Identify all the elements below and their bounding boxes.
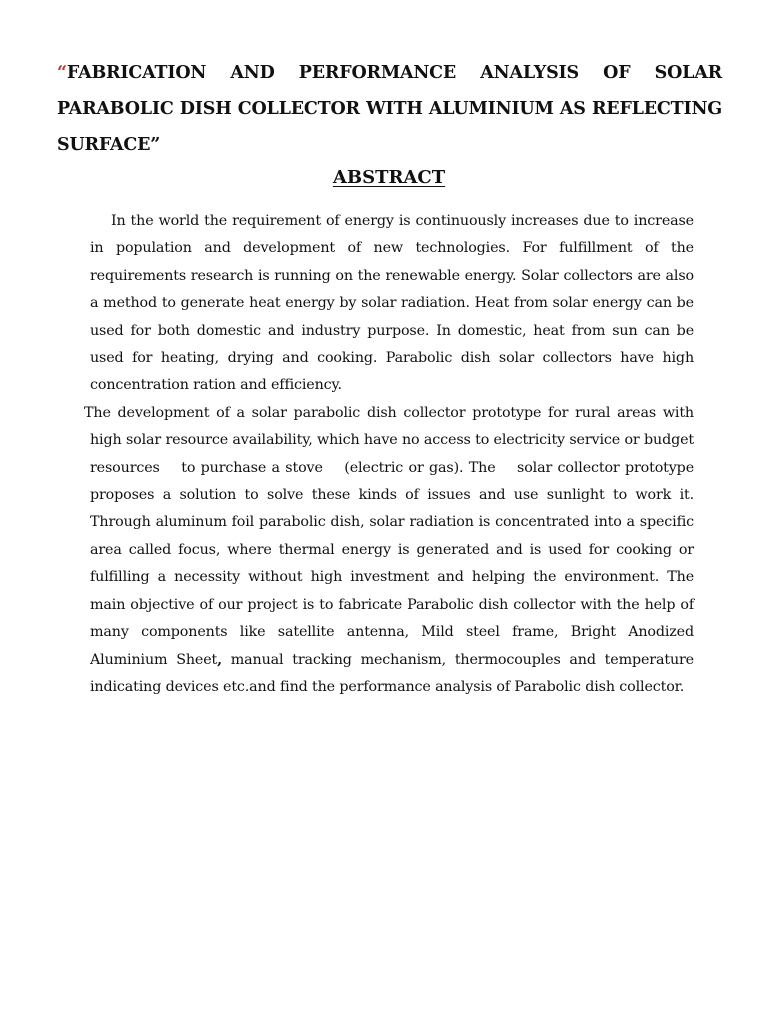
abstract-body (84, 208, 712, 701)
paragraph-2-bold-comma: , (217, 651, 222, 668)
paragraph-2-part-b: manual tracking mechanism, thermocouples and temperature indicating devices etc.and find the performance analysis of Parabolic dish collector. (90, 651, 694, 695)
abstract-paragraph-1: In the world the requirement of energy is continuously increases due to increase in population and development of new technologies. For fulfillment of the requirements research is running on the renewable energy. Solar collectors are also a method to generate heat energy by solar radiation. Heat from solar energy can be used for both domestic and industry purpose. In domestic, heat from sun can be used for heating, drying and cooking. Parabolic dish solar collectors have high concentration ration and efficiency. (90, 213, 694, 394)
document-title (57, 55, 722, 163)
title-open-quote: “ (57, 63, 67, 83)
title-text: FABRICATION AND PERFORMANCE ANALYSIS OF SOLAR PARABOLIC DISH COLLECTOR WITH ALUMINIUM AS REFLECTING SURFACE” (57, 63, 722, 155)
abstract-paragraph-2 (84, 400, 712, 701)
paragraph-2-part-a: The development of a solar parabolic dish collector prototype for rural areas with high solar resource availability, which have no access to electricity service or budget resources to purchase a stove (electric or gas). The solar collector prototype proposes a solution to solve these kinds of issues and use sunlight to work it. Through aluminum foil parabolic dish, solar radiation is concentrated into a specific area called focus, where thermal energy is generated and is used for cooking or fulfilling a necessity without high investment and helping the environment. The main objective of our project is to fabricate Parabolic dish collector with the help of many components like satellite antenna, Mild steel frame, Bright Anodized Aluminium Sheet (84, 404, 712, 668)
abstract-heading: ABSTRACT (332, 167, 446, 188)
